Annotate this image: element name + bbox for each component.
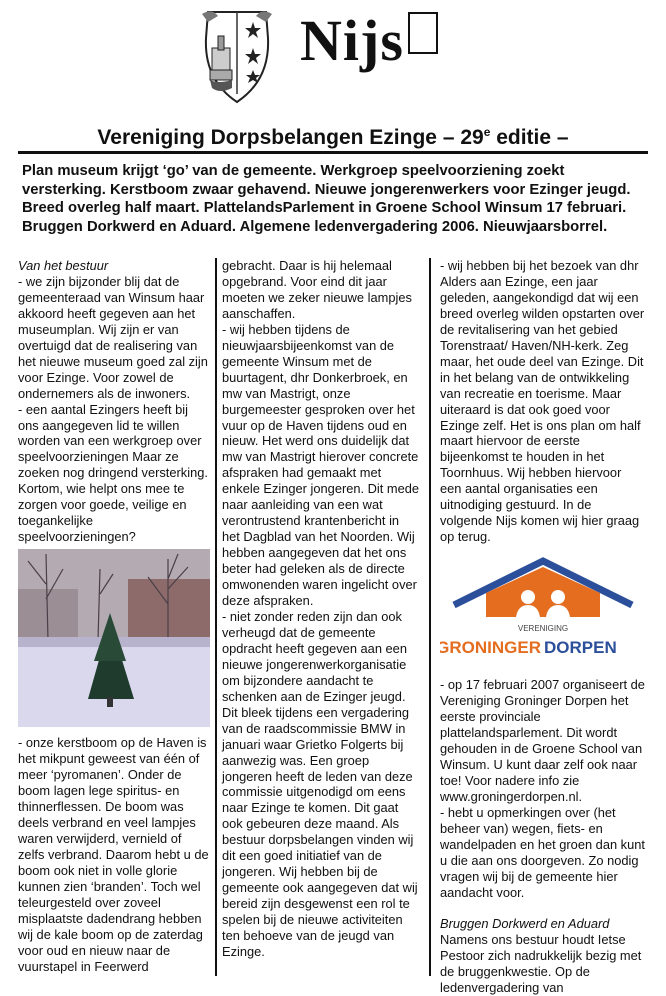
paragraph: gebracht. Daar is hij helemaal opgebrand. Voor eind dit jaar moeten we zeker nieuwe lampjes aanschaffen.	[222, 258, 412, 321]
masthead-box-glyph	[408, 12, 438, 54]
paragraph: - niet zonder reden zijn dan ook verheugd dat de gemeente opdracht heeft gegeven aan een nieuwe jongerenwerkorganisatie om bijzondere aandacht te schenken aan de Ezinger jeugd. Dit bleek tijdens een vergadering van de raadscommissie BMW in januari waar Grietko Folgerts bij aanwezig was. Een groep jongeren heeft de leden van deze commissie uitgenodigd om eens naar Ezinge te komen. Dit gaat ook gebeuren deze maand. Als bestuur dorpsbelangen vinden wij dit een goed initiatief van de jongeren. Wij hebben bij de gemeente ook aangegeven dat wij bereid zijn desgewenst een rol te spelen bij de nieuwe activiteiten ten behoeve van de jeugd van Ezinge.	[222, 608, 418, 959]
paragraph: - hebt u opmerkingen over (het beheer van) wegen, fiets- en wandelpaden en het groen dan kunt u die aan ons doorgeven. Zo nodig vragen wij bij de gemeente hier aandacht voor.	[440, 804, 645, 900]
logo-right-text: DORPEN	[544, 638, 617, 658]
headline-summary: Plan museum krijgt ‘go’ van de gemeente. Werkgroep speelvoorziening zoekt versterking. Kerstboom zwaar gehavend. Nieuwe jongerenwerkers voor Ezinger jeugd. Breed overleg half maart. PlattelandsParlement in Groene School Winsum 17 februari. Bruggen Dorkwerd en Aduard. Algemene ledenvergadering 2006. Nieuwjaarsborrel.	[22, 163, 631, 236]
paragraph: - op 17 februari 2007 organiseert de Vereniging Groninger Dorpen het eerste provinciale plattelandsparlement. Dit wordt gehouden in de Groene School van Winsum. U kunt daar zelf ook naar toe! Voor nadere info zie www.groningerdorpen.nl.	[440, 677, 645, 804]
subtitle-superscript: e	[483, 125, 491, 139]
paragraph: - we zijn bijzonder blij dat de gemeenteraad van Winsum haar akkoord heeft gegeven aan het museumplan. Wij zijn er van overtuigd dat de realisering van het nieuwe museum goed zal zijn voor Ezinge. Voor zowel de ondernemers als de inwoners.	[18, 273, 208, 401]
paragraph: - een aantal Ezingers heeft bij ons aangegeven lid te willen worden van een werkgroep over speelvoorzieningen Maar ze zoeken nog dringend versterking. Kortom, wie helpt ons mee te zorgen voor goede, veilige en toegankelijke speelvoorzieningen?	[18, 401, 208, 545]
header-rule	[18, 151, 648, 154]
subtitle-text: Vereniging Dorpsbelangen Ezinge – 29	[97, 126, 484, 149]
christmas-tree-photo	[18, 549, 210, 727]
paragraph: - onze kerstboom op de Haven is het mikpunt geweest van één of meer ‘pyromanen’. Onder de boom lagen lege spiritus- en thinnerflessen. De boom was deels verbrand en veel lampjes waren verwijderd, vernield of zelfs verbrand. Daarom hebt u de boom ook niet in volle glorie kunnen zien ‘branden’. Toch wel teleurgesteld over zoveel misplaatste dadendrang hebben wij de kale boom op de zaterdag voor oud en nieuw naar de vuurstapel in Feerwerd	[18, 735, 209, 974]
masthead-title	[300, 6, 438, 76]
logo-left-text: GRONINGER	[440, 638, 541, 658]
village-crest-icon	[198, 8, 276, 106]
section-heading: Bruggen Dorkwerd en Aduard	[440, 916, 610, 932]
article-column-2	[222, 258, 420, 960]
column-divider	[429, 258, 431, 976]
masthead-text: Nijs	[300, 8, 404, 73]
issue-subtitle	[0, 118, 666, 152]
article-column-1	[18, 258, 210, 974]
logo-small-text: VERENIGING	[517, 624, 569, 634]
subtitle-text-end: editie –	[490, 126, 569, 149]
column-divider	[215, 258, 217, 976]
section-heading: Van het bestuur	[18, 258, 109, 273]
groninger-dorpen-logo	[440, 553, 646, 663]
paragraph: - wij hebben tijdens de nieuwjaarsbijeenkomst van de gemeente Winsum met de buurtagent, dhr Donkerbroek, en mw van Mastrigt, onze burgemeester gesproken over het vuur op de Haven tijdens oud en nieuw. Het werd ons duidelijk dat mw van Mastrigt hierover concrete afspraken had gemaakt met enkele Ezinger jongeren. Dit mede naar aanleiding van een wat verontrustend krantenbericht in het Dagblad van het Noorden. Wij hebben aangegeven dat het ons beter had geleken als de directe omwonenden waren ingelicht over deze afspraken.	[222, 321, 420, 609]
article-column-3	[440, 258, 646, 996]
paragraph: Namens ons bestuur houdt Ietse Pestoor zich nadrukkelijk bezig met de bruggenkwestie. Op de ledenvergadering van	[440, 932, 642, 996]
paragraph: - wij hebben bij het bezoek van dhr Alders aan Ezinge, een jaar geleden, aangekondigd dat wij een breed overleg wilden opstarten over de revitalisering van het gebied Torenstraat/ Haven/NH-kerk. Zeg maar, het oude deel van Ezinge. Dit in het belang van de ontwikkeling van recreatie en toerisme. Maar uiteraard is dat ook goed voor Ezinge zelf. Het is ons plan om half maart hiervoor de eerste bijeenkomst te houden in het Toornhuus. Wij hebben hiervoor een aantal organisaties een uitnodiging gestuurd. In de volgende Nijs komen wij hier graag op terug.	[440, 258, 645, 545]
